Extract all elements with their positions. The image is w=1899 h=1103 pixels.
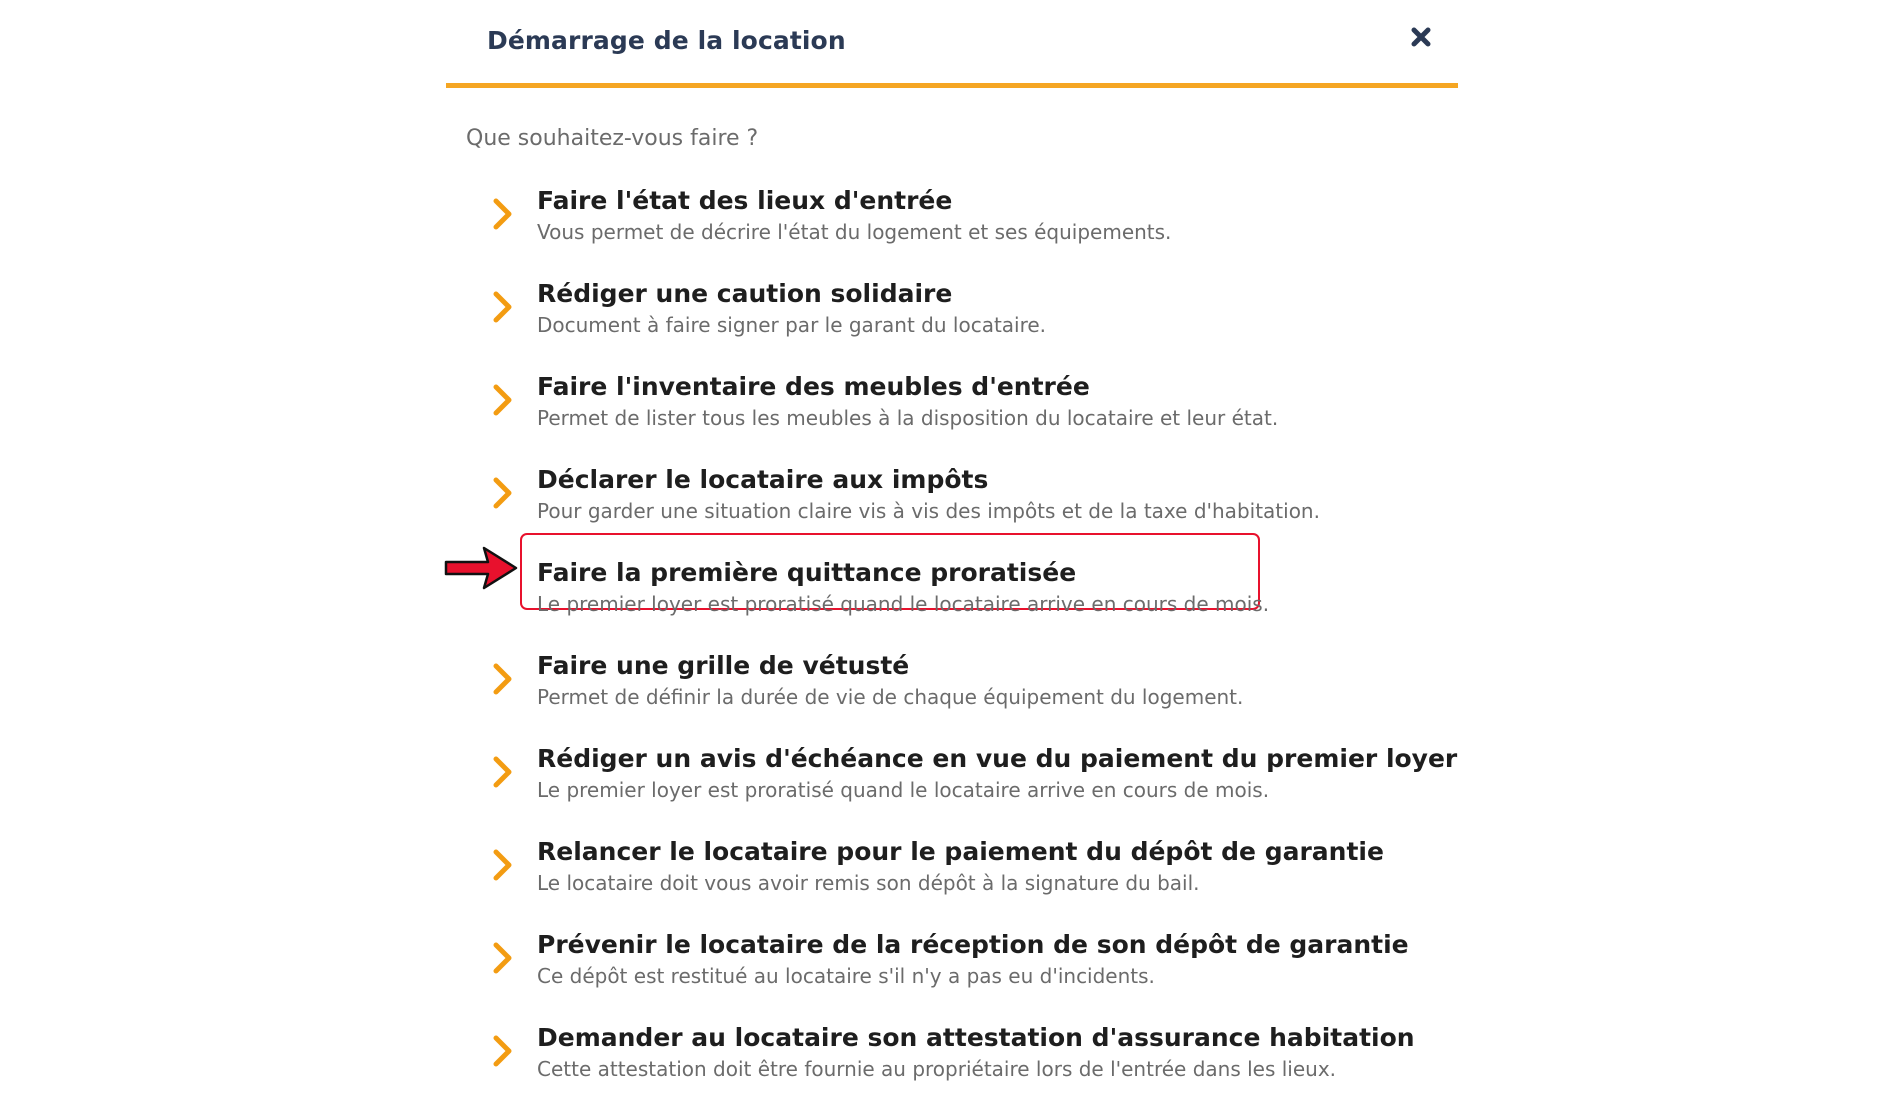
action-item-avis-echeance[interactable] xyxy=(446,744,1458,824)
action-item-title: Déclarer le locataire aux impôts xyxy=(537,465,989,494)
action-item-description: Vous permet de décrire l'état du logement et ses équipements. xyxy=(537,220,1172,244)
chevron-right-icon xyxy=(490,475,516,511)
action-item-relancer-depot[interactable] xyxy=(446,837,1458,917)
action-item-description: Cette attestation doit être fournie au propriétaire lors de l'entrée dans les lieux. xyxy=(537,1057,1337,1081)
action-item-prevenir-reception-depot[interactable] xyxy=(446,930,1458,1010)
action-item-description: Document à faire signer par le garant du locataire. xyxy=(537,313,1047,337)
chevron-right-icon xyxy=(490,382,516,418)
chevron-right-icon xyxy=(490,661,516,697)
action-item-title: Rédiger un avis d'échéance en vue du paiement du premier loyer xyxy=(537,744,1458,773)
chevron-right-icon xyxy=(490,1033,516,1069)
close-x-icon[interactable] xyxy=(1406,22,1436,52)
action-item-title: Prévenir le locataire de la réception de son dépôt de garantie xyxy=(537,930,1409,959)
action-item-grille-vetuste[interactable] xyxy=(446,651,1458,731)
action-item-description: Le premier loyer est proratisé quand le locataire arrive en cours de mois. xyxy=(537,778,1270,802)
action-item-title: Faire l'inventaire des meubles d'entrée xyxy=(537,372,1090,401)
dialog-prompt: Que souhaitez-vous faire ? xyxy=(466,126,759,151)
chevron-right-icon xyxy=(490,289,516,325)
action-item-title: Rédiger une caution solidaire xyxy=(537,279,953,308)
action-item-description: Ce dépôt est restitué au locataire s'il n'y a pas eu d'incidents. xyxy=(537,964,1155,988)
action-item-title: Faire une grille de vétusté xyxy=(537,651,910,680)
action-item-premiere-quittance[interactable] xyxy=(446,558,1458,638)
chevron-right-icon xyxy=(490,754,516,790)
chevron-right-icon xyxy=(490,196,516,232)
action-item-attestation-assurance[interactable] xyxy=(446,1023,1458,1103)
action-item-title: Demander au locataire son attestation d'assurance habitation xyxy=(537,1023,1415,1052)
action-item-title: Faire la première quittance proratisée xyxy=(537,558,1077,587)
action-item-description: Le locataire doit vous avoir remis son dépôt à la signature du bail. xyxy=(537,871,1200,895)
action-item-description: Le premier loyer est proratisé quand le locataire arrive en cours de mois. xyxy=(537,592,1270,616)
action-item-etat-des-lieux[interactable] xyxy=(446,186,1458,266)
action-item-description: Permet de lister tous les meubles à la disposition du locataire et leur état. xyxy=(537,406,1279,430)
action-item-description: Permet de définir la durée de vie de chaque équipement du logement. xyxy=(537,685,1244,709)
dialog-header xyxy=(446,0,1458,88)
red-arrow-pointer-icon xyxy=(444,544,518,592)
chevron-right-icon xyxy=(490,847,516,883)
action-item-title: Faire l'état des lieux d'entrée xyxy=(537,186,953,215)
action-item-inventaire-meubles[interactable] xyxy=(446,372,1458,452)
dialog-title: Démarrage de la location xyxy=(487,26,846,55)
action-item-title: Relancer le locataire pour le paiement du dépôt de garantie xyxy=(537,837,1384,866)
start-rental-dialog xyxy=(446,0,1458,1080)
chevron-right-icon xyxy=(490,940,516,976)
action-item-description: Pour garder une situation claire vis à vis des impôts et de la taxe d'habitation. xyxy=(537,499,1320,523)
action-item-caution-solidaire[interactable] xyxy=(446,279,1458,359)
